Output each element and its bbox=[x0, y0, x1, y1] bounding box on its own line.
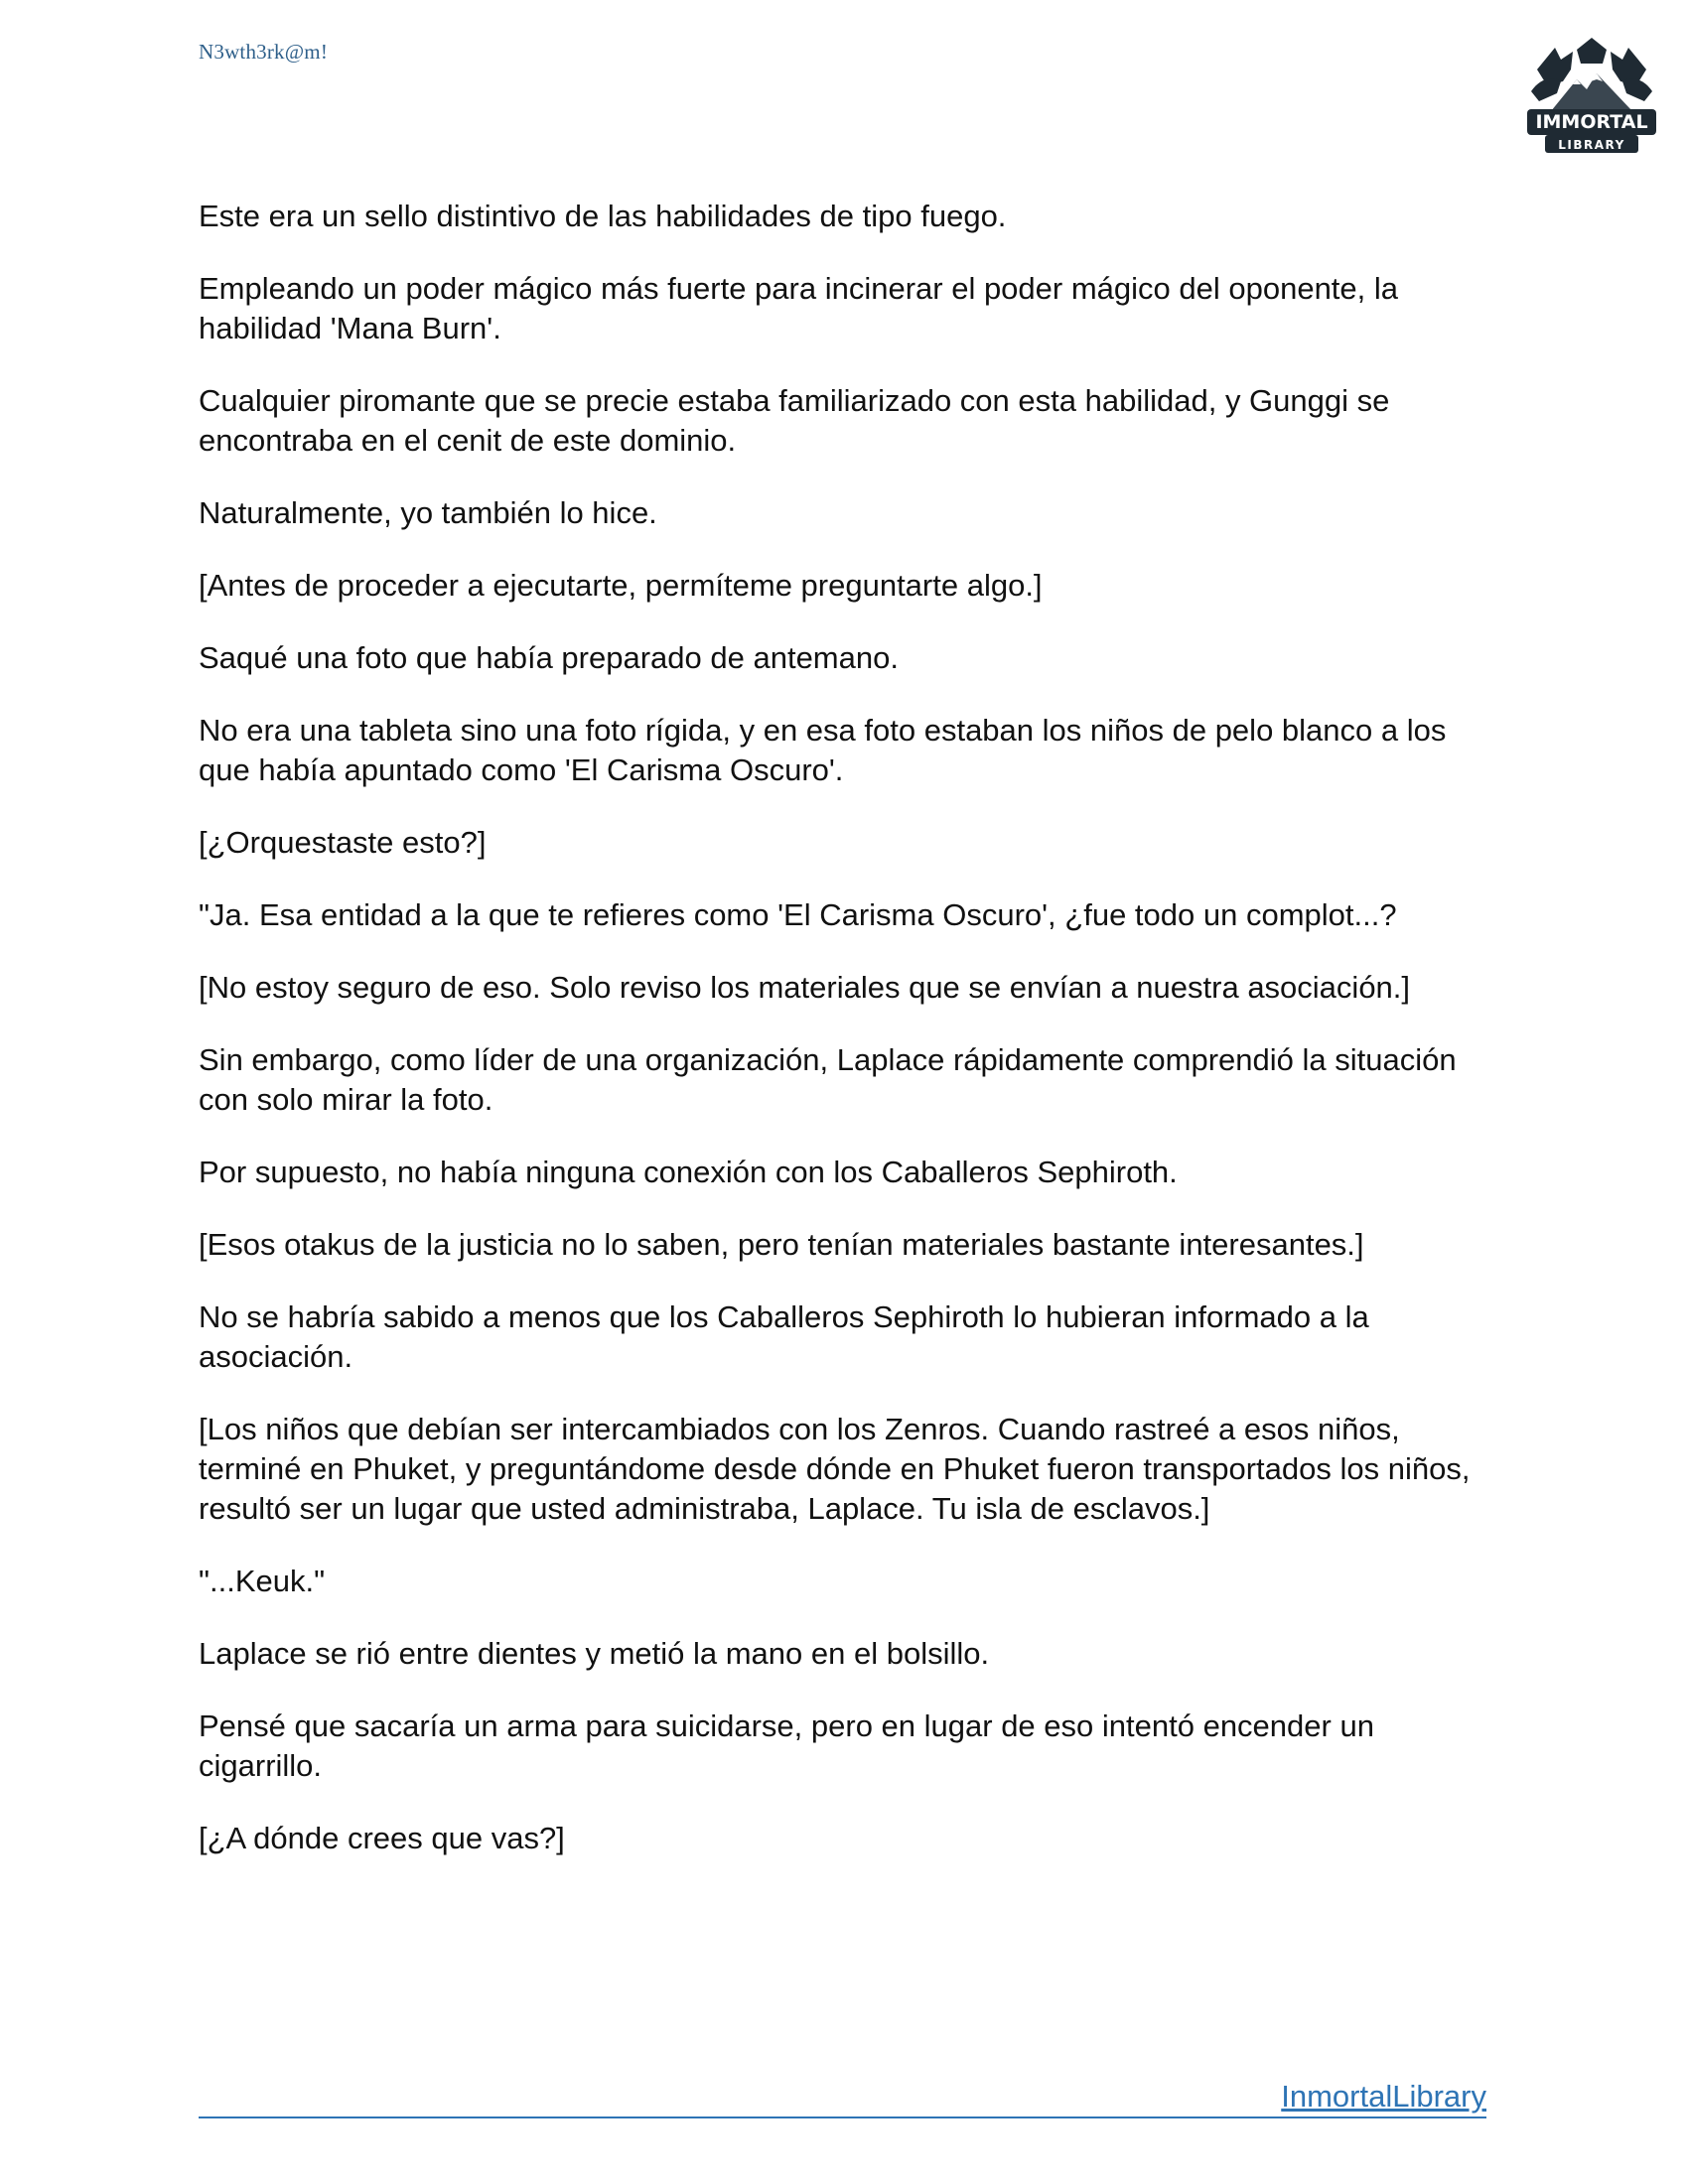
paragraph: [Esos otakus de la justicia no lo saben, pero tenían materiales bastante interesantes.] bbox=[199, 1227, 1364, 1262]
paragraph: [¿A dónde crees que vas?] bbox=[199, 1821, 565, 1855]
paragraph: [No estoy seguro de eso. Solo reviso los materiales que se envían a nuestra asociación.] bbox=[199, 970, 1411, 1005]
paragraph: No se habría sabido a menos que los Caballeros Sephiroth lo hubieran informado a la asociación. bbox=[199, 1299, 1369, 1374]
paragraph: Pensé que sacaría un arma para suicidarse, pero en lugar de eso intentó encender un cigarrillo. bbox=[199, 1708, 1374, 1783]
paragraph: [¿Orquestaste esto?] bbox=[199, 825, 487, 860]
paragraph: Este era un sello distintivo de las habilidades de tipo fuego. bbox=[199, 199, 1007, 233]
paragraph: "...Keuk." bbox=[199, 1564, 326, 1598]
footer-divider bbox=[199, 2116, 1486, 2118]
paragraph: Naturalmente, yo también lo hice. bbox=[199, 495, 657, 530]
paragraph: Sin embargo, como líder de una organización, Laplace rápidamente comprendió la situación con solo mirar la foto. bbox=[199, 1042, 1457, 1117]
paragraph: [Antes de proceder a ejecutarte, permíteme preguntarte algo.] bbox=[199, 568, 1043, 603]
paragraph: No era una tableta sino una foto rígida, y en esa foto estaban los niños de pelo blanco a los que había apuntado como 'El Carisma Oscuro'. bbox=[199, 713, 1447, 787]
paragraph: Empleando un poder mágico más fuerte para incinerar el poder mágico del oponente, la habilidad 'Mana Burn'. bbox=[199, 271, 1399, 345]
paragraph: Por supuesto, no había ninguna conexión con los Caballeros Sephiroth. bbox=[199, 1155, 1178, 1189]
paragraph: Saqué una foto que había preparado de antemano. bbox=[199, 640, 899, 675]
logo-bottom-text: LIBRARY bbox=[1558, 138, 1625, 152]
paragraph: Cualquier piromante que se precie estaba familiarizado con esta habilidad, y Gunggi se encontraba en el cenit de este dominio. bbox=[199, 383, 1390, 458]
paragraph: [Los niños que debían ser intercambiados con los Zenros. Cuando rastreé a esos niños, terminé en Phuket, y preguntándome desde dónde en Phuket fueron transportados los niños, resultó ser un lugar que usted administraba, Laplace. Tu isla de esclavos.] bbox=[199, 1412, 1471, 1526]
paragraph: "Ja. Esa entidad a la que te refieres como 'El Carisma Oscuro', ¿fue todo un complot...? bbox=[199, 897, 1397, 932]
paragraph: Laplace se rió entre dientes y metió la mano en el bolsillo. bbox=[199, 1636, 990, 1671]
document-body bbox=[199, 197, 1489, 1891]
logo-top-text: IMMORTAL bbox=[1535, 111, 1648, 133]
immortal-library-logo bbox=[1517, 30, 1666, 169]
header-code: N3wth3rk@m! bbox=[199, 40, 329, 64]
footer-link[interactable]: InmortalLibrary bbox=[1281, 2079, 1486, 2114]
